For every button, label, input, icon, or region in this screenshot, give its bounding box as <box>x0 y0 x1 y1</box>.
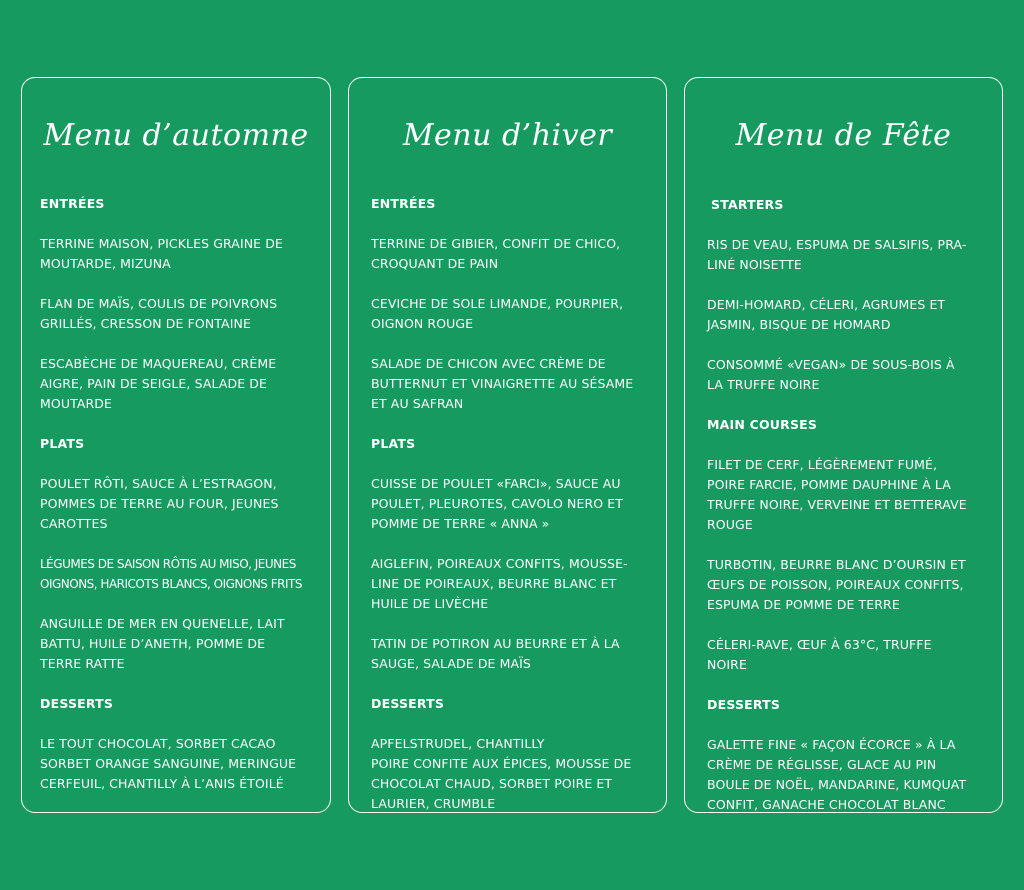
dish-line: LINE DE POIREAUX, BEURRE BLANC ET <box>371 576 617 591</box>
dish-line: FILET DE CERF, LÉGÈREMENT FUMÉ, <box>707 457 938 472</box>
dish-line: POULET, PLEUROTES, CAVOLO NERO ET <box>371 496 624 511</box>
menu-content <box>40 194 316 794</box>
dish-line: BATTU, HUILE D’ANETH, POMME DE <box>40 636 266 651</box>
dish-line: CEVICHE DE SOLE LIMANDE, POURPIER, <box>371 296 624 311</box>
dish-line: SORBET ORANGE SANGUINE, MERINGUE <box>40 756 297 771</box>
dish-line: POIRE CONFITE AUX ÉPICES, MOUSSE DE <box>371 756 632 771</box>
dish-line: CHOCOLAT CHAUD, SORBET POIRE ET <box>371 776 613 791</box>
dish-line: RIS DE VEAU, ESPUMA DE SALSIFIS, PRA- <box>707 237 967 252</box>
dish-line: CAROTTES <box>40 516 108 531</box>
dish-line: GRILLÉS, CRESSON DE FONTAINE <box>40 316 251 331</box>
dish-line: ESPUMA DE POMME DE TERRE <box>707 597 900 612</box>
dish-line: POMMES DE TERRE AU FOUR, JEUNES <box>40 496 279 511</box>
menu-title: Menu de Fête <box>735 118 952 153</box>
menu-content <box>371 194 652 813</box>
dish-line: LINÉ NOISETTE <box>707 257 802 272</box>
dish-line: CONSOMMÉ «VEGAN» DE SOUS-BOIS À <box>707 357 955 372</box>
dish-line: OIGNONS, HARICOTS BLANCS, OIGNONS FRITS <box>40 577 302 591</box>
dish-line: POULET RÔTI, SAUCE À L’ESTRAGON, <box>40 476 277 491</box>
menu-title: Menu d’automne <box>43 118 309 153</box>
menu-content <box>707 195 988 813</box>
section-heading-plats: PLATS <box>371 436 416 451</box>
dish-line: ŒUFS DE POISSON, POIREAUX CONFITS, <box>707 577 964 592</box>
section-heading-entrees: ENTRÉES <box>371 196 436 211</box>
dish-line: TERRE RATTE <box>40 656 125 671</box>
dish-line: TERRINE MAISON, PICKLES GRAINE DE <box>40 236 283 251</box>
dish-line: CROQUANT DE PAIN <box>371 256 499 271</box>
section-heading-desserts: DESSERTS <box>707 697 781 712</box>
dish-line: ET AU SAFRAN <box>371 396 464 411</box>
dish-line: CÉLERI-RAVE, ŒUF À 63°C, TRUFFE <box>707 637 932 652</box>
dish-line: HUILE DE LIVÈCHE <box>371 596 489 611</box>
dish-line: LÉGUMES DE SAISON RÔTIS AU MISO, JEUNES <box>40 557 296 571</box>
dish-line: CUISSE DE POULET «FARCI», SAUCE AU <box>371 476 621 491</box>
dish-line: AIGRE, PAIN DE SEIGLE, SALADE DE <box>40 376 268 391</box>
dish-line: AIGLEFIN, POIREAUX CONFITS, MOUSSE- <box>371 556 628 571</box>
dish-line: APFELSTRUDEL, CHANTILLY <box>371 736 545 751</box>
menu-card-winter <box>348 77 667 813</box>
dish-line: FLAN DE MAÏS, COULIS DE POIVRONS <box>40 296 278 311</box>
dish-line: CERFEUIL, CHANTILLY À L’ANIS ÉTOILÉ <box>40 776 284 791</box>
dish-line: DEMI-HOMARD, CÉLERI, AGRUMES ET <box>707 297 946 312</box>
dish-line: ROUGE <box>707 517 753 532</box>
section-heading-desserts: DESSERTS <box>371 696 445 711</box>
dish-line: ESCABÈCHE DE MAQUEREAU, CRÈME <box>40 356 277 371</box>
menu-card-fete <box>684 77 1003 813</box>
dish-line: CONFIT, GANACHE CHOCOLAT BLANC <box>707 797 946 812</box>
dish-line: LE TOUT CHOCOLAT, SORBET CACAO <box>40 736 276 751</box>
dish-line: SALADE DE CHICON AVEC CRÈME DE <box>371 356 606 371</box>
dish-line: LAURIER, CRUMBLE <box>371 796 496 811</box>
dish-line: BOULE DE NOËL, MANDARINE, KUMQUAT <box>707 777 967 792</box>
dish-line: TERRINE DE GIBIER, CONFIT DE CHICO, <box>371 236 621 251</box>
dish-line: MOUTARDE, MIZUNA <box>40 256 171 271</box>
section-heading-starters: STARTERS <box>711 197 784 212</box>
dish-line: SAUGE, SALADE DE MAÏS <box>371 656 531 671</box>
section-heading-entrees: ENTRÉES <box>40 196 105 211</box>
dish-line: TATIN DE POTIRON AU BEURRE ET À LA <box>371 636 620 651</box>
dish-line: LA TRUFFE NOIRE <box>707 377 820 392</box>
dish-line: NOIRE <box>707 657 747 672</box>
dish-line: BUTTERNUT ET VINAIGRETTE AU SÉSAME <box>371 376 634 391</box>
dish-line: TURBOTIN, BEURRE BLANC D’OURSIN ET <box>707 557 966 572</box>
dish-line: CRÈME DE RÉGLISSE, GLACE AU PIN <box>707 757 937 772</box>
section-heading-plats: PLATS <box>40 436 85 451</box>
dish-line: JASMIN, BISQUE DE HOMARD <box>707 317 891 332</box>
section-heading-desserts: DESSERTS <box>40 696 114 711</box>
menu-card-autumn <box>21 77 331 813</box>
section-heading-main-courses: MAIN COURSES <box>707 417 818 432</box>
dish-line: TRUFFE NOIRE, VERVEINE ET BETTERAVE <box>707 497 967 512</box>
dish-line: GALETTE FINE « FAÇON ÉCORCE » À LA <box>707 737 956 752</box>
dish-line: POIRE FARCIE, POMME DAUPHINE À LA <box>707 477 951 492</box>
menu-title: Menu d’hiver <box>402 118 613 153</box>
dish-line: ANGUILLE DE MER EN QUENELLE, LAIT <box>40 616 285 631</box>
dish-line: MOUTARDE <box>40 396 112 411</box>
dish-line: POMME DE TERRE « ANNA » <box>371 516 550 531</box>
dish-line: OIGNON ROUGE <box>371 316 474 331</box>
